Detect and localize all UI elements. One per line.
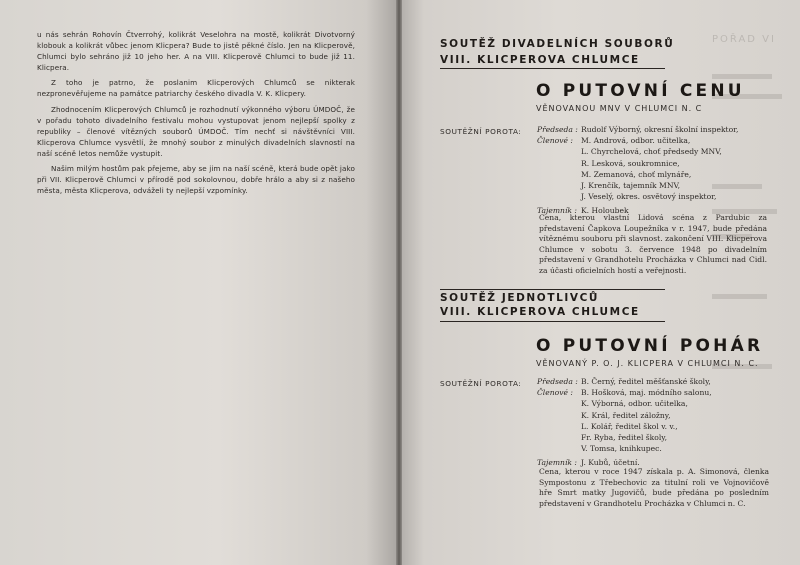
section1-chair: Rudolf Výborný, okresní školní inspektor,: [581, 125, 739, 134]
section2-member: K. Výborná, odbor. učitelka,: [581, 399, 688, 409]
section2-secretary-role: Tajemník :: [537, 458, 577, 468]
section1-header-line2: VIII. KLICPEROVA CHLUMCE: [440, 54, 640, 66]
section2-members-role: Členové :: [537, 388, 573, 398]
section2-description: Cena, kterou v roce 1947 získala p. A. Simonová, členka Sympostonu z Třebechovic za titulní roli ve Vojnovičově hře Smrt matky Jugovičů, bude předána po posledním představení v Grandhotelu Procházka v Chlumci n. C.: [539, 467, 769, 508]
left-page: [0, 0, 398, 565]
section2-member: K. Král, ředitel záložny,: [581, 410, 671, 420]
section2-member: L. Kolář, ředitel škol v. v.,: [581, 421, 678, 431]
section1-jury-label: SOUTĚŽNÍ POROTA:: [440, 127, 522, 136]
section1-member: R. Lesková, soukromnice,: [581, 158, 680, 168]
section1-member: M. Zemanová, choť mlynáře,: [581, 169, 692, 179]
section2-dedication: VĚNOVANÝ P. O. J. KLICPERA V CHLUMCI N. C.: [536, 359, 759, 368]
section2-chair: B. Černý, ředitel měšťanské školy,: [581, 377, 711, 386]
section2-header-line1: SOUTĚŽ JEDNOTLIVCŮ: [440, 292, 600, 304]
section1-jury: [537, 124, 738, 217]
section1-member: M. Andrová, odbor. učitelka,: [581, 136, 691, 146]
section1-dedication: VĚNOVANOU MNV V CHLUMCI N. C: [536, 104, 703, 113]
section2-title: O PUTOVNÍ POHÁR: [536, 336, 764, 356]
section1-description: Cena, kterou vlastní Lidová scéna z Pardubic za představení Čapkova Loupežníka v r. 1947, bude předána vítěznému souboru při slavnost. zakončení VIII. Klicperova Chlumce v sobotu 3. července 1948 po divadelním představení v Grandhotelu Procházka v Chlumci nad Cidl. za účasti oficielních hostí a veřejnosti.: [539, 213, 767, 275]
section2-header-line2: VIII. KLICPEROVA CHLUMCE: [440, 306, 640, 318]
section1-member: J. Veselý, okres. osvětový inspektor,: [581, 192, 717, 202]
section2-jury: [537, 376, 712, 469]
left-page-text: [37, 29, 355, 200]
section2-member: B. Hošková, maj. módního salonu,: [581, 388, 712, 398]
section2-secretary: J. Kubů, účetní.: [581, 458, 640, 468]
section1-secretary: K. Holoubek: [581, 206, 629, 216]
section1-header-line1: SOUTĚŽ DIVADELNÍCH SOUBORŮ: [440, 38, 675, 50]
section1-secretary-role: Tajemník :: [537, 206, 577, 216]
section1-chair-role: Předseda :: [537, 125, 578, 134]
section1-header-rule: [440, 68, 665, 69]
section2-chair-role: Předseda :: [537, 377, 578, 386]
left-paragraph-1: u nás sehrán Rohovín Čtverrohý, kolikrát Veselohra na mostě, kolikrát Divotvorný klobouk a kolikrát vůbec jenom Klicpera? Bude to jistě pěkné číslo. Jen na Klicperově, Chlumci bylo sehráno již 10 jeho her. A na VIII. Klicperově Chlumci to bude již 11. Klicpera.: [37, 30, 355, 73]
section1-member: L. Chyrchelová, choť předsedy MNV,: [581, 147, 722, 157]
left-paragraph-3: Zhodnocením Klicperových Chlumců je rozhodnutí výkonného výboru ÚMDOČ, že v pořadu tohoto divadelního festivalu mohou vystupovat jenom nejlepší spolky z republiky – členové vítězných souborů ÚMDOČ. Tím nechť si návštěvníci VIII. Klicperova Chlumce vysvětlí, že mnohý soubor z minulých divadelních slavností na naší scéně letos nemůže vystupit.: [37, 104, 355, 158]
book-gutter: [396, 0, 402, 565]
section2-header-rule: [440, 321, 665, 322]
ghost-heading: POŘAD VI: [712, 34, 776, 45]
left-paragraph-4: Našim milým hostům pak přejeme, aby se jim na naší scéně, která bude opět jako při VII. Klicperově Chlumci v přírodě pod sokolovnou, dobře hrálo a aby si z našeho města, města Klicperova, odváželi ty nejlepší vzpomínky.: [37, 164, 355, 196]
left-paragraph-2: Z toho je patrno, že poslanim Klicperových Chlumců se nikterak nezpronevěřujeme na památce patriarchy českého divadla V. K. Klicpery.: [37, 78, 355, 99]
section1-members-role: Členové :: [537, 136, 573, 146]
section2-member: Fr. Ryba, ředitel školy,: [581, 433, 667, 443]
section2-jury-label: SOUTĚŽNÍ POROTA:: [440, 379, 522, 388]
section2-member: V. Tomsa, knihkupec.: [581, 444, 662, 454]
section1-member: J. Krenčík, tajemník MNV,: [581, 181, 681, 191]
section1-title: O PUTOVNÍ CENU: [536, 81, 745, 101]
